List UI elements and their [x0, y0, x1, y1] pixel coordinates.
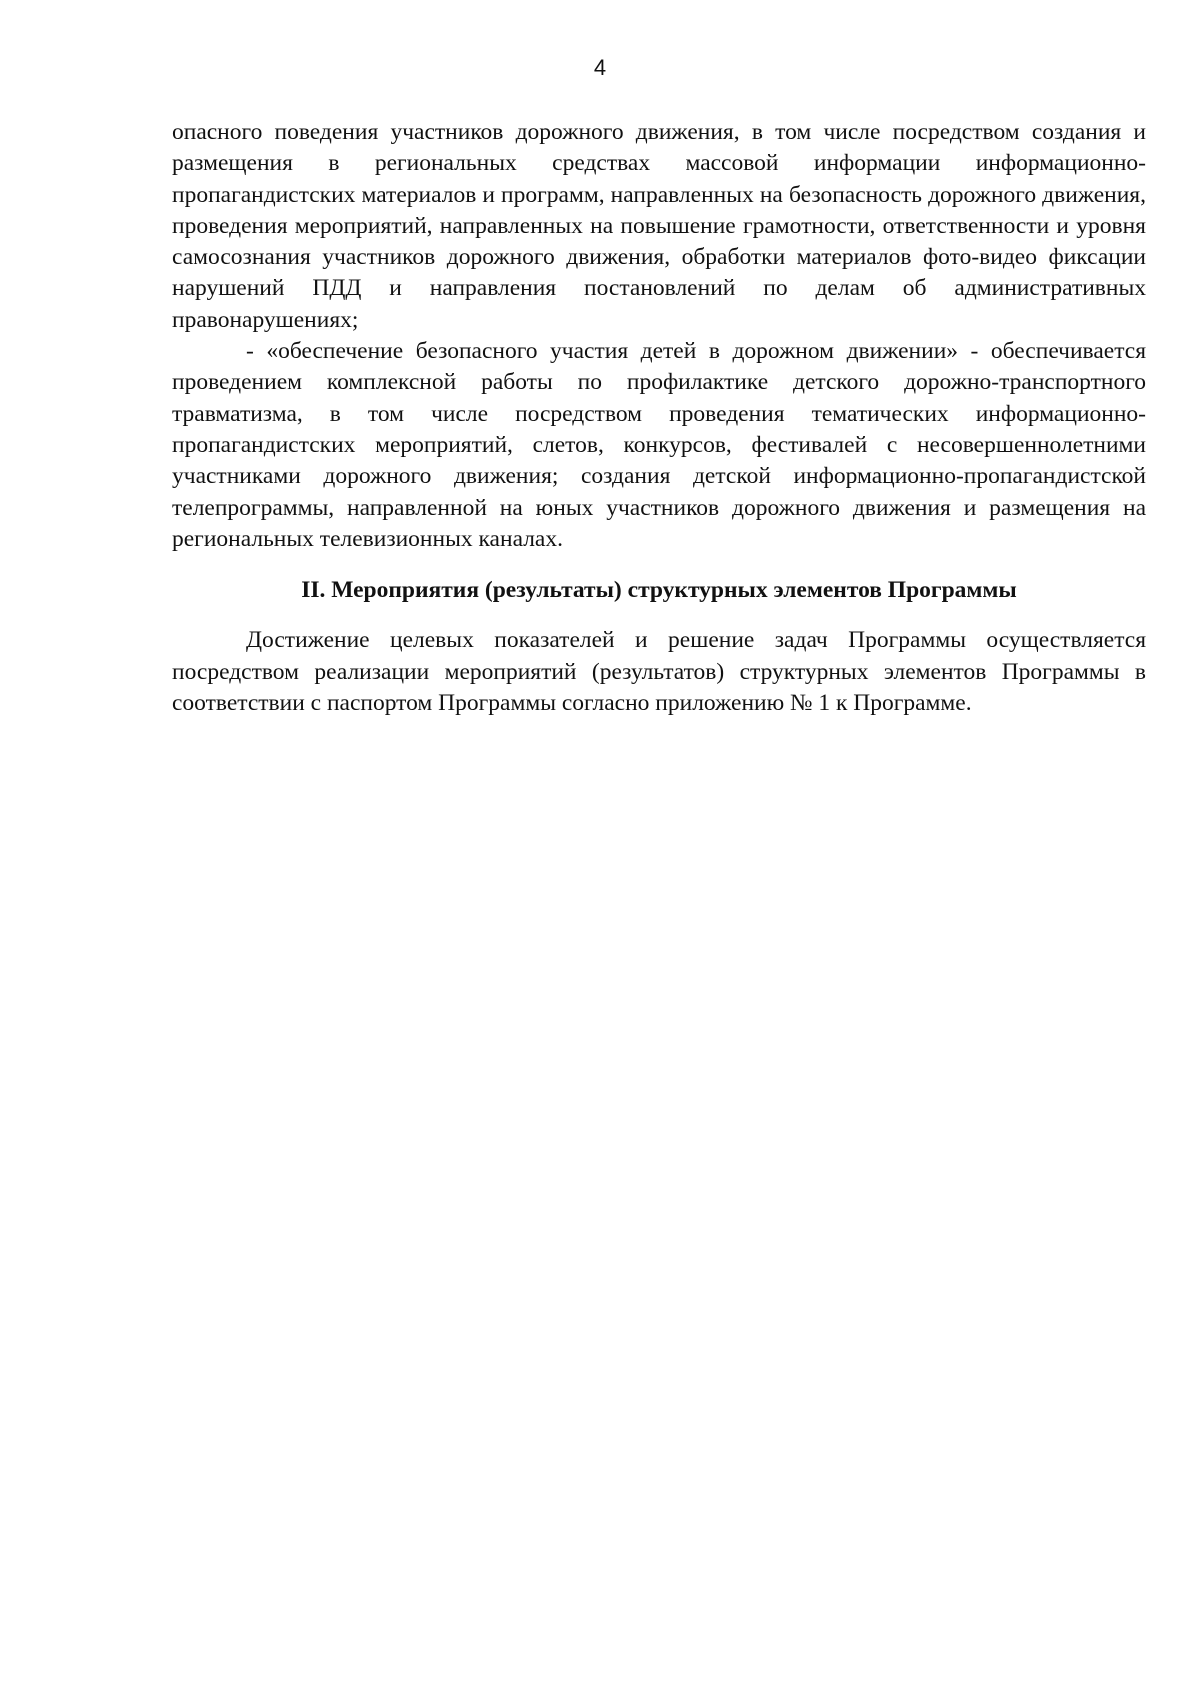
section-heading: II. Мероприятия (результаты) структурных элементов Программы: [301, 577, 1017, 604]
paragraph-continuation: опасного поведения участников дорожного движения, в том числе посредством создания и размещения в региональных средствах массовой информации информационно-пропагандистских материалов и программ, направленных на безопасность дорожного движения, проведения мероприятий, направленных на повышение грамотности, ответственности и уровня самосознания участников дорожного движения, обработки материалов фото-видео фиксации нарушений ПДД и направления постановлений по делам об административных правонарушениях;: [172, 119, 1146, 333]
section-paragraph: Достижение целевых показателей и решение задач Программы осуществляется посредством реализации мероприятий (результатов) структурных элементов Программы в соответствии с паспортом Программы согласно приложению № 1 к Программе.: [172, 627, 1146, 717]
page-number: 4: [593, 55, 607, 80]
document-body: [172, 117, 1146, 719]
paragraph-child-safety: - «обеспечение безопасного участия детей в дорожном движении» - обеспечивается проведением комплексной работы по профилактике детского дорожно-транспортного травматизма, в том числе посредством проведения тематических информационно-пропагандистских мероприятий, слетов, конкурсов, фестивалей с несовершеннолетними участниками дорожного движения; создания детской информационно-пропагандистской телепрограммы, направленной на юных участников дорожного движения и размещения на региональных телевизионных каналах.: [172, 338, 1146, 552]
